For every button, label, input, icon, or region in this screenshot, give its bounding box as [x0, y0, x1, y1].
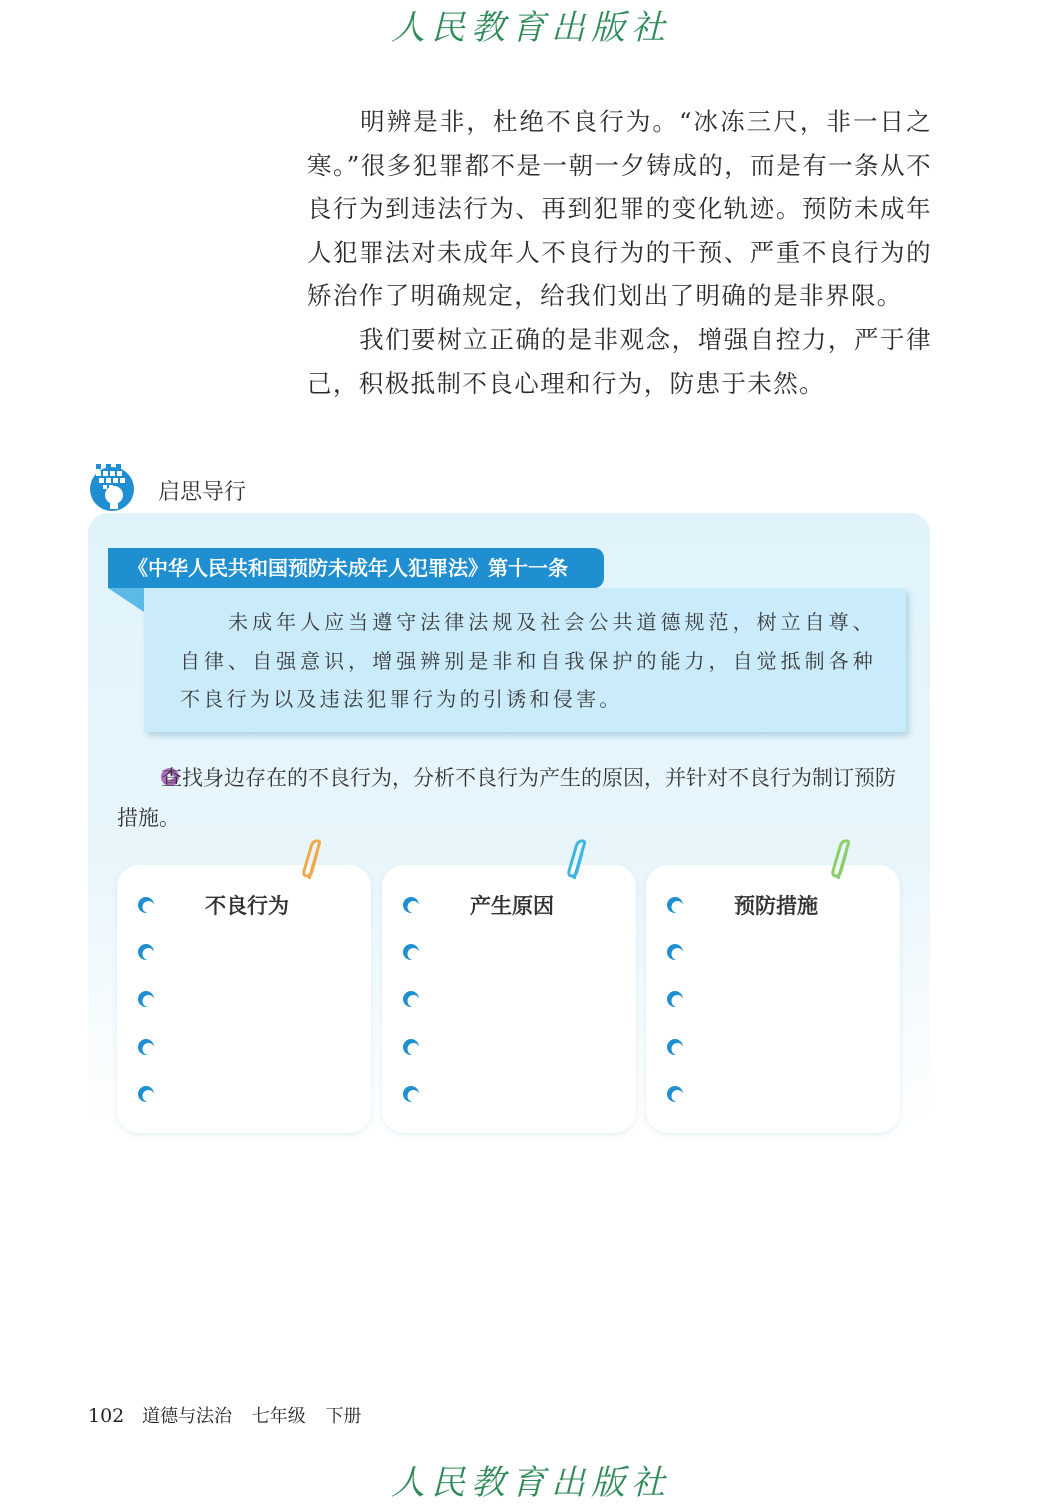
card-bad-behavior — [117, 865, 371, 1133]
bullet-icon — [137, 1085, 155, 1103]
publisher-watermark-bottom: 人民教育出版社 — [391, 1463, 671, 1503]
paperclip-icon — [299, 839, 327, 881]
bullet-icon — [402, 1085, 420, 1103]
footer-grade: 七年级 — [251, 1406, 306, 1427]
paperclip-icon — [564, 839, 592, 881]
page-footer — [88, 1402, 375, 1428]
footer-subject: 道德与法治 — [142, 1406, 232, 1427]
bullet-icon — [402, 896, 420, 914]
card-prevention — [646, 865, 900, 1133]
page-number: 102 — [88, 1405, 125, 1427]
law-title-banner: 《中华人民共和国预防未成年人犯罪法》第十一条 — [108, 548, 604, 588]
card-title: 产生原因 — [470, 894, 554, 918]
bullet-icon — [402, 1038, 420, 1056]
bullet-icon — [666, 990, 684, 1008]
bullet-icon — [137, 1038, 155, 1056]
bullet-icon — [137, 896, 155, 914]
bullet-icon — [137, 943, 155, 961]
paperclip-icon — [828, 839, 856, 881]
footer-volume: 下册 — [325, 1406, 362, 1427]
bullet-icon — [666, 1038, 684, 1056]
section-title: 启思导行 — [158, 480, 247, 505]
task-instruction: 查找身边存在的不良行为，分析不良行为产生的原因，并针对不良行为制订预防措施。 — [117, 766, 896, 830]
section-header — [88, 463, 388, 515]
thinking-head-icon — [88, 463, 136, 511]
law-quote-text: 未成年人应当遵守法律法规及社会公共道德规范，树立自尊、自律、自强意识，增强辨别是非和自我保护的能力，自觉抵制各种不良行为以及违法犯罪行为的引诱和侵害。 — [180, 610, 876, 711]
bullet-icon — [666, 896, 684, 914]
bullet-icon — [137, 990, 155, 1008]
banner-fold — [108, 588, 144, 612]
publisher-watermark-top: 人民教育出版社 — [391, 8, 671, 48]
body-paragraph-2: 我们要树立正确的是非观念，增强自控力，严于律己，积极抵制不良心理和行为，防患于未然。 — [307, 325, 932, 398]
bullet-icon — [402, 943, 420, 961]
card-title: 不良行为 — [205, 894, 289, 918]
bullet-icon — [666, 943, 684, 961]
card-causes — [382, 865, 636, 1133]
body-paragraph-1: 明辨是非，杜绝不良行为。“冰冻三尺，非一日之寒。”很多犯罪都不是一朝一夕铸成的，而是有一条从不良行为到违法行为、再到犯罪的变化轨迹。预防未成年人犯罪法对未成年人不良行为的干预、严重不良行为的矫治作了明确规定，给我们划出了明确的是非界限。 — [307, 107, 932, 310]
bullet-icon — [666, 1085, 684, 1103]
card-title: 预防措施 — [734, 894, 818, 918]
bullet-icon — [402, 990, 420, 1008]
